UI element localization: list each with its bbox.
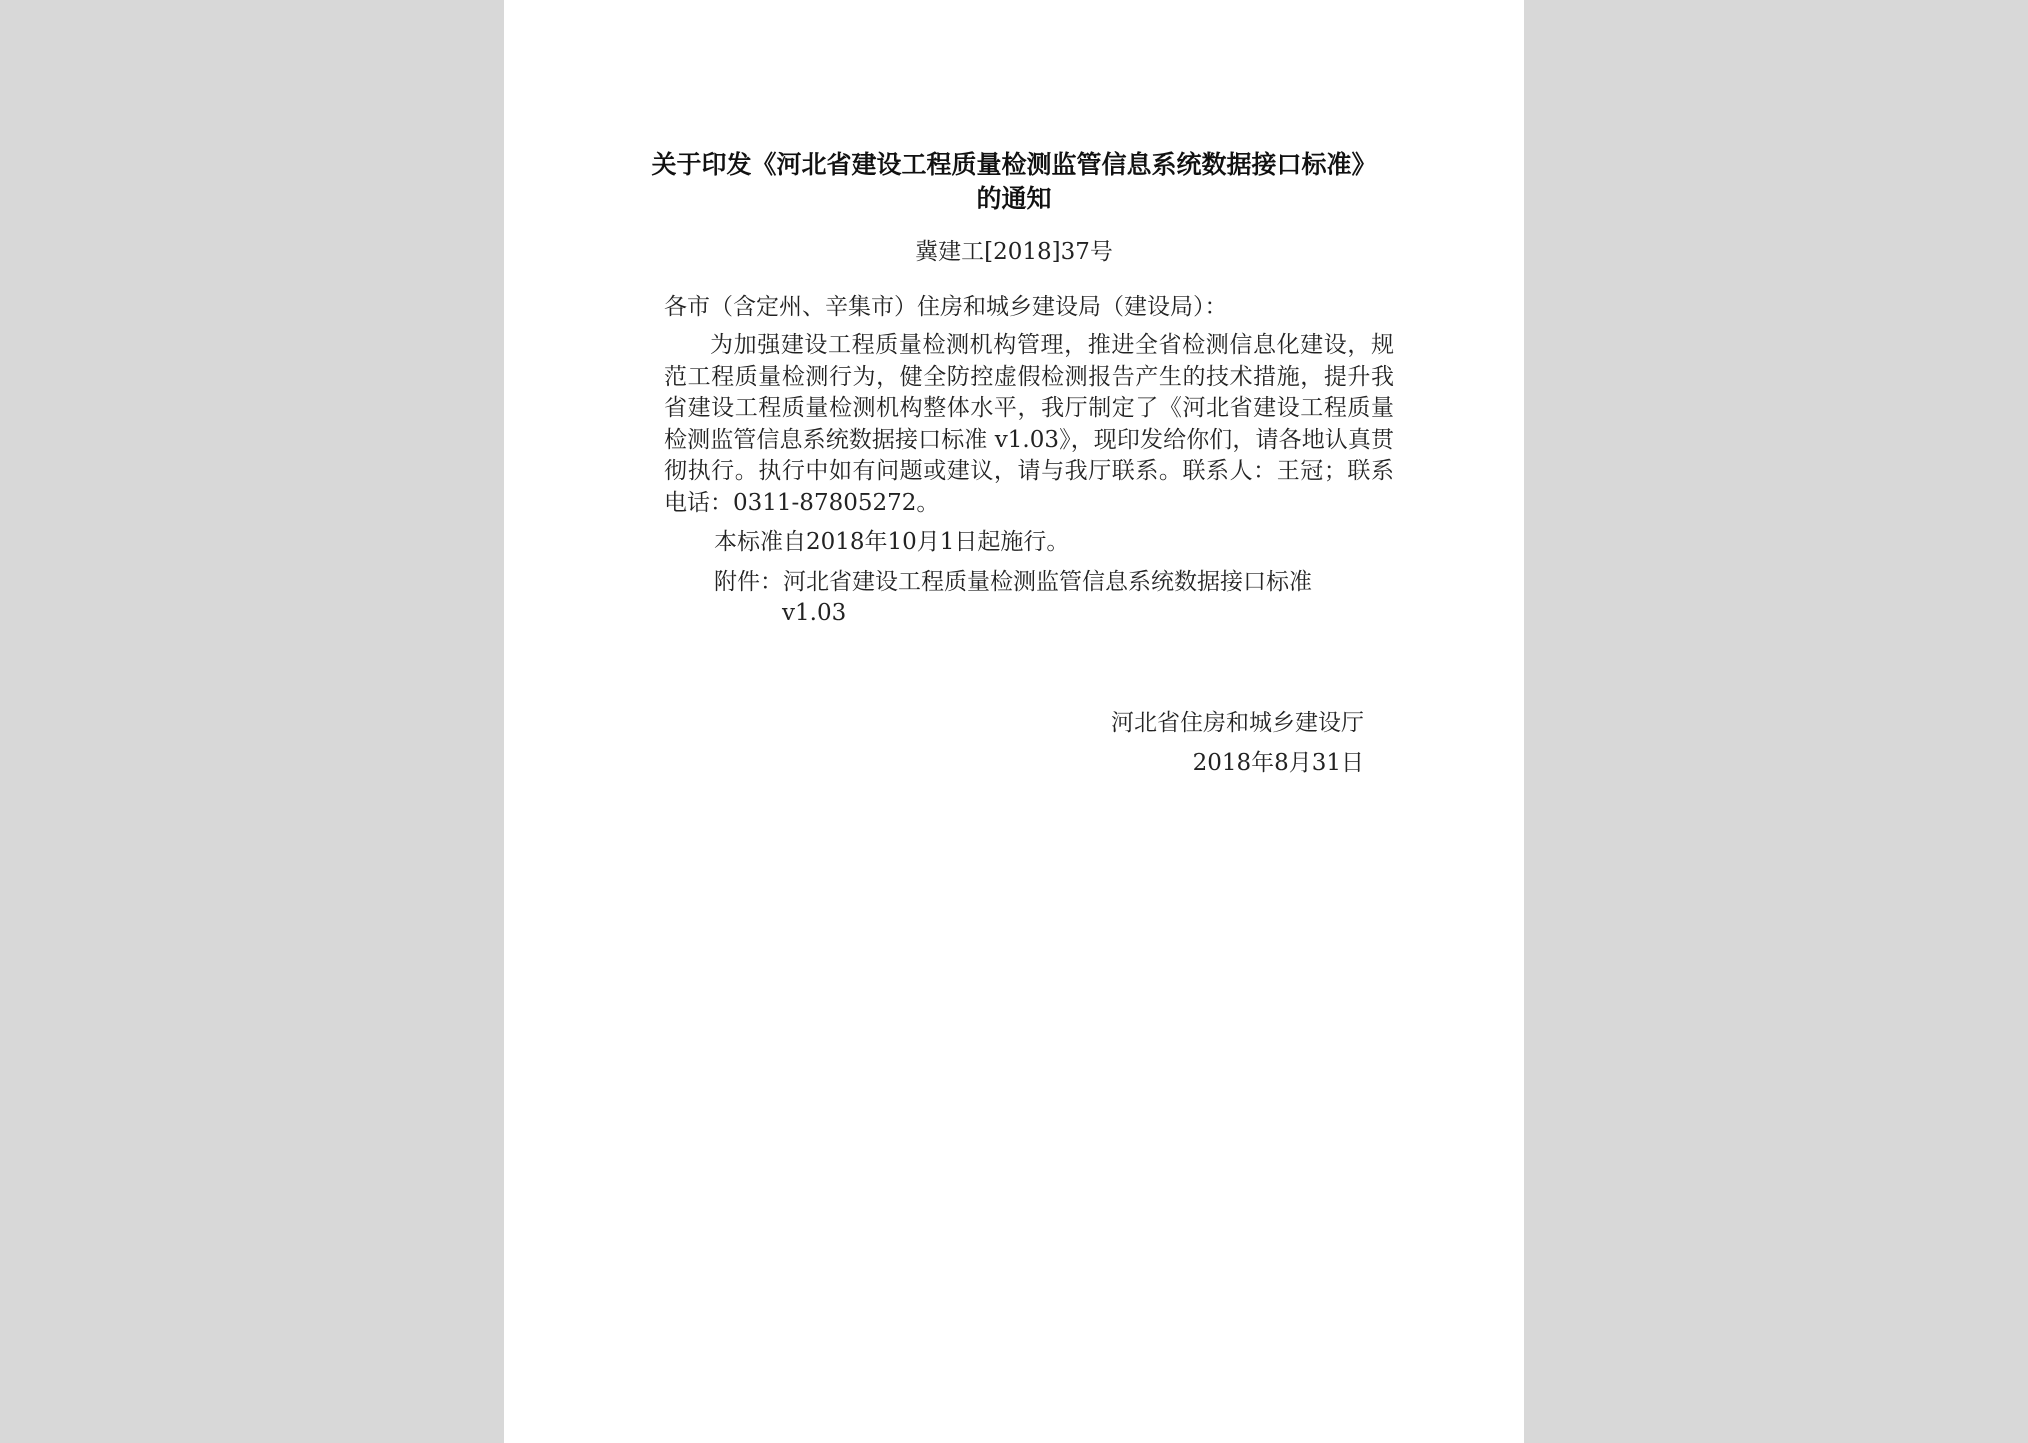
issuer-signature: 河北省住房和城乡建设厅 <box>1111 710 1364 736</box>
issue-date: 2018年8月31日 <box>1192 750 1364 776</box>
document-title-line-1: 关于印发《河北省建设工程质量检测监管信息系统数据接口标准》 <box>651 150 1377 179</box>
body-paragraph: 为加强建设工程质量检测机构管理，推进全省检测信息化建设，规范工程质量检测行为，健全防控虚假检测报告产生的技术措施，提升我省建设工程质量检测机构整体水平，我厅制定了《河北省建设工程质量检测监管信息系统数据接口标准 v1.03》，现印发给你们，请各地认真贯彻执行。执行中如有问题或建议，请与我厅联系。联系人：王冠；联系电话：0311-87805272。 <box>664 332 1394 516</box>
document-title-line-2: 的通知 <box>976 184 1052 213</box>
addressee: 各市（含定州、辛集市）住房和城乡建设局（建设局）： <box>664 294 1228 320</box>
attachment-line-1: 附件：河北省建设工程质量检测监管信息系统数据接口标准 <box>714 569 1312 595</box>
document-page <box>504 0 1524 1443</box>
document-number: 冀建工[2018]37号 <box>915 239 1113 265</box>
effective-date-line: 本标准自2018年10月1日起施行。 <box>714 529 1070 555</box>
attachment-line-2: v1.03 <box>782 600 847 626</box>
